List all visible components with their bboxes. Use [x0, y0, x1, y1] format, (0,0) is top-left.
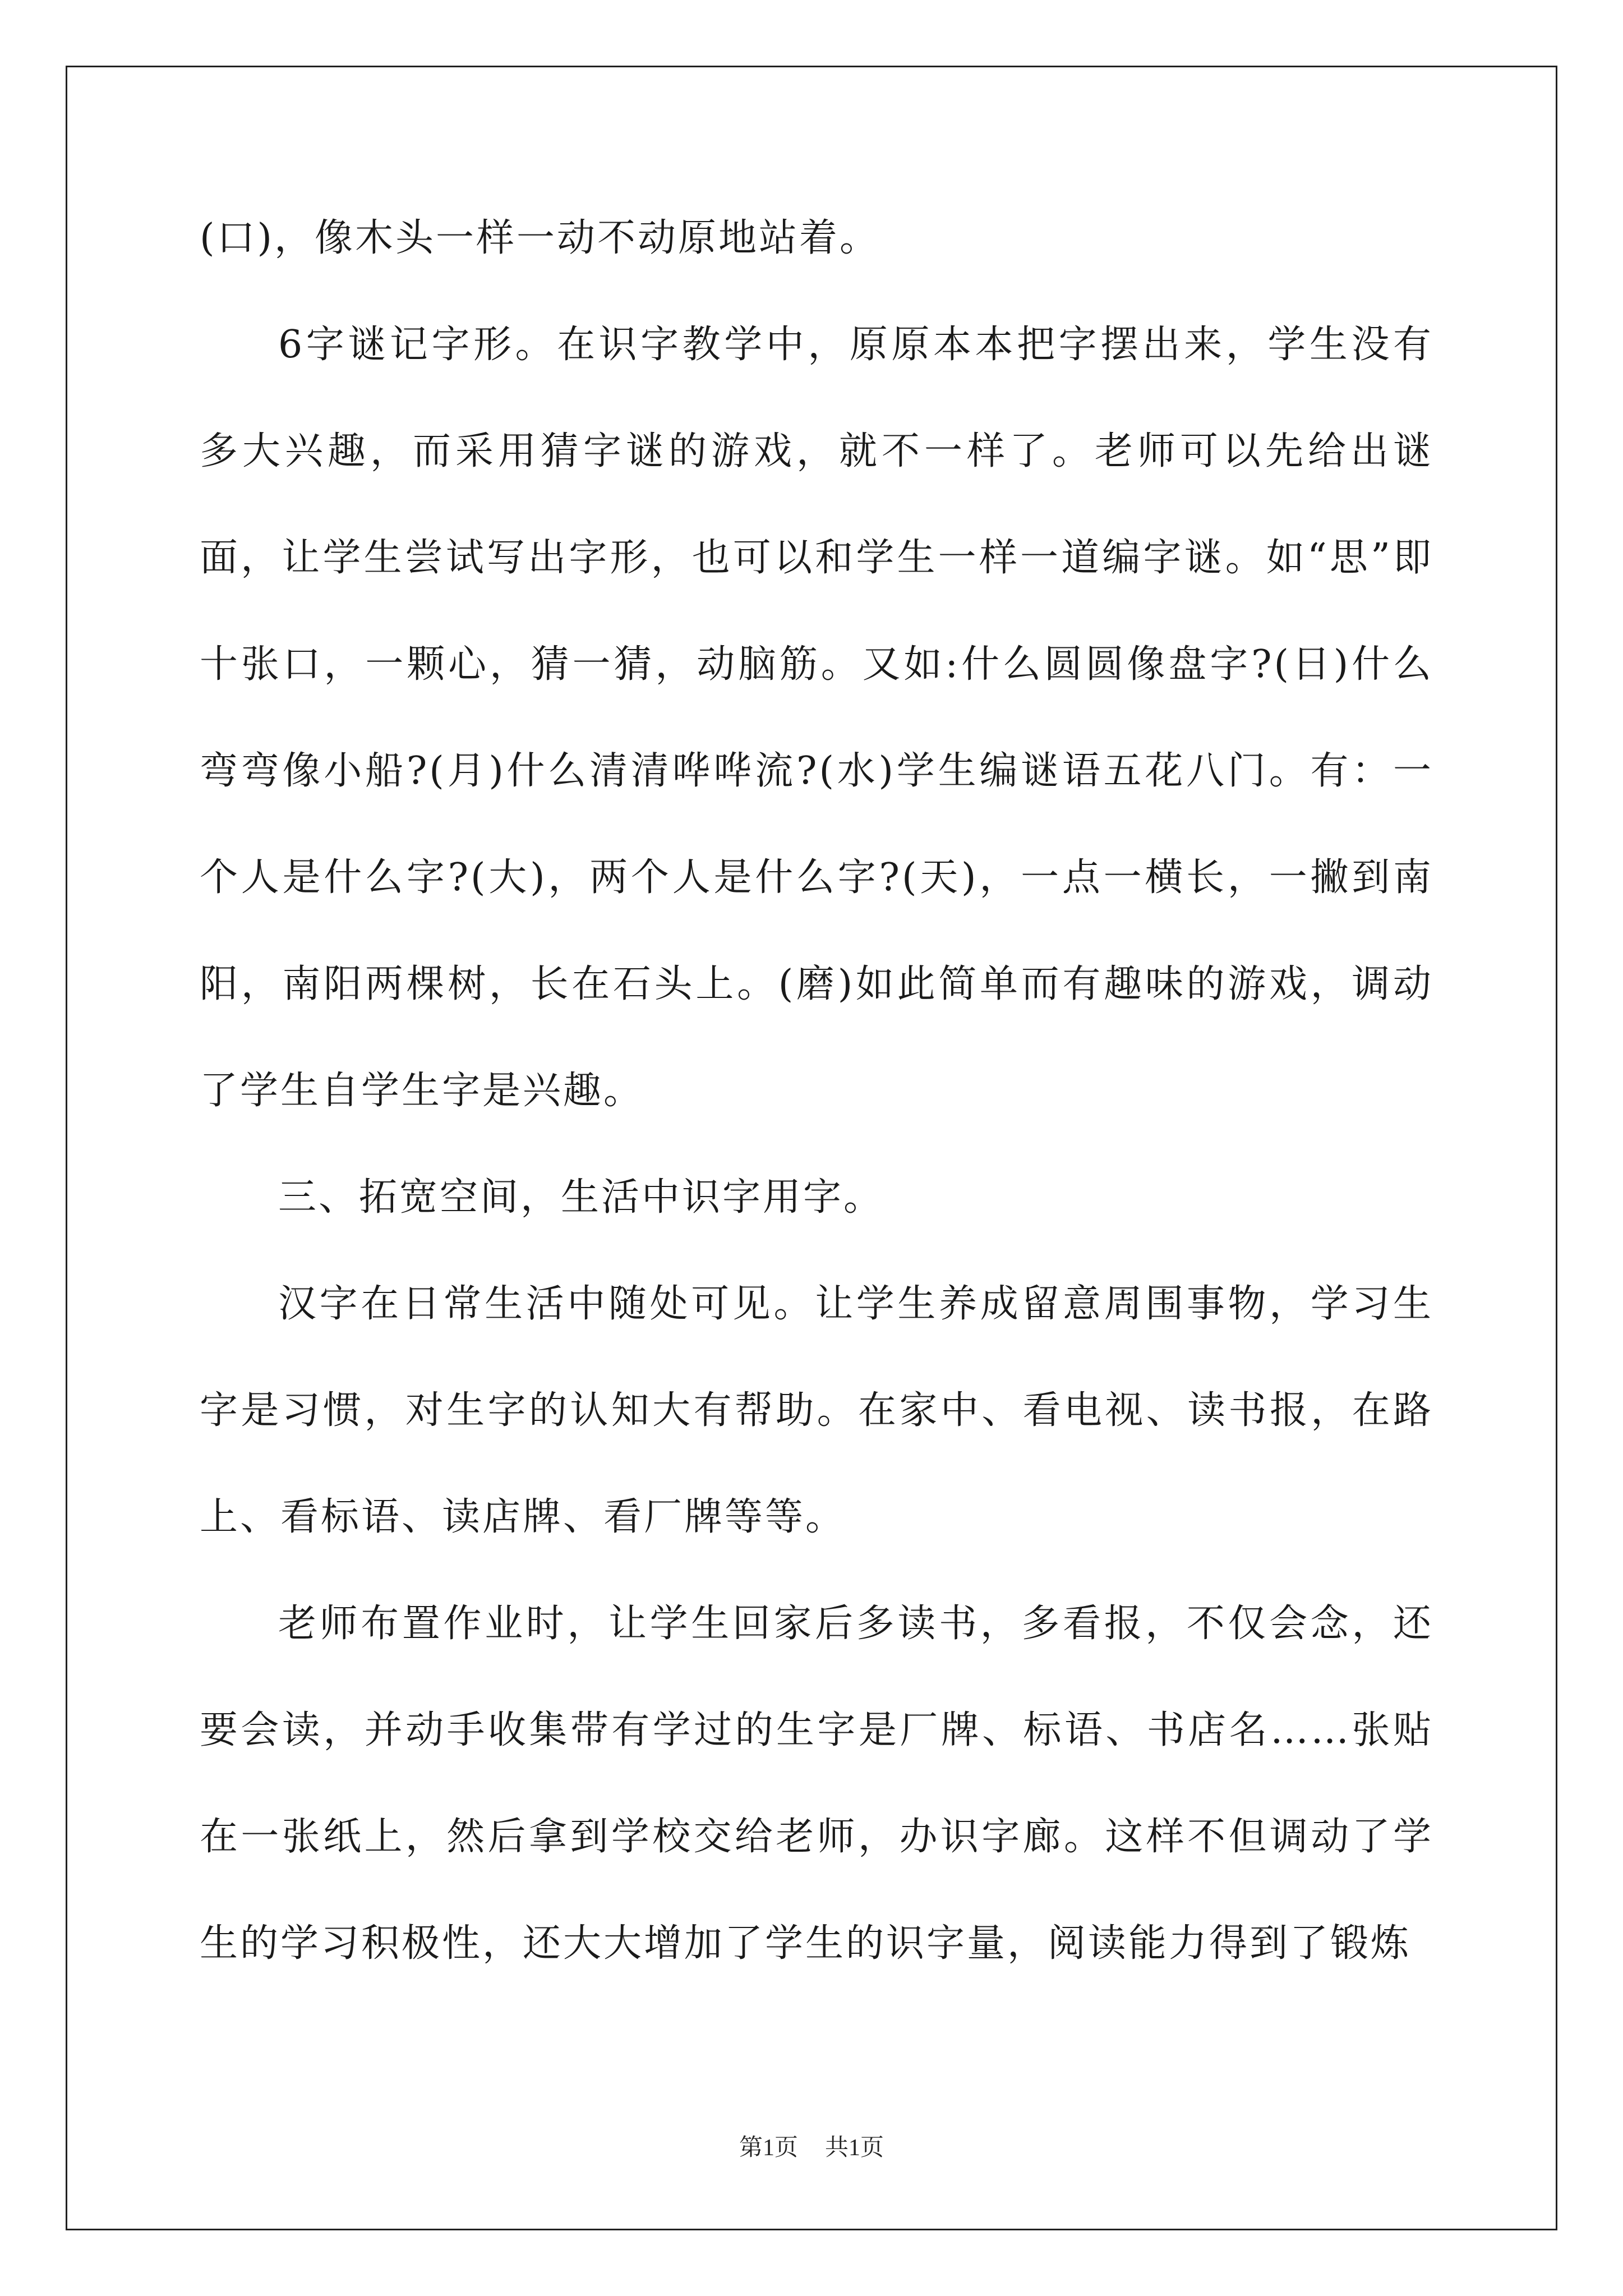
page-footer	[0, 2129, 1623, 2162]
document-body	[200, 185, 1433, 1997]
paragraph-2: 6字谜记字形。在识字教学中，原原本本把字摆出来，学生没有多大兴趣，而采用猜字谜的游戏，就不一样了。老师可以先给出谜面，让学生尝试写出字形，也可以和学生一样一道编字谜。如“思”即十张口，一颗心，猜一猜，动脑筋。又如:什么圆圆像盘字?(日)什么弯弯像小船?(月)什么清清哗哗流?(水)学生编谜语五花八门。有：一个人是什么字?(大)，两个人是什么字?(天)，一点一横长，一撇到南阳，南阳两棵树，长在石头上。(磨)如此简单而有趣味的游戏，调动了学生自学生字是兴趣。	[200, 323, 1433, 1113]
page-number: 第1页	[739, 2135, 798, 2161]
paragraph-3-heading: 三、拓宽空间，生活中识字用字。	[278, 1175, 884, 1220]
paragraph-4: 汉字在日常生活中随处可见。让学生养成留意周围事物，学习生字是习惯，对生字的认知大有帮助。在家中、看电视、读书报，在路上、看标语、读店牌、看厂牌等等。	[200, 1282, 1433, 1539]
paragraph-1: (口)，像木头一样一动不动原地站着。	[200, 216, 880, 260]
paragraph-5: 老师布置作业时，让学生回家后多读书，多看报，不仅会念，还要会读，并动手收集带有学过的生字是厂牌、标语、书店名……张贴在一张纸上，然后拿到学校交给老师，办识字廊。这样不但调动了学生的学习积极性，还大大增加了学生的识字量，阅读能力得到了锻炼	[200, 1602, 1433, 1966]
page-total: 共1页	[825, 2135, 884, 2161]
